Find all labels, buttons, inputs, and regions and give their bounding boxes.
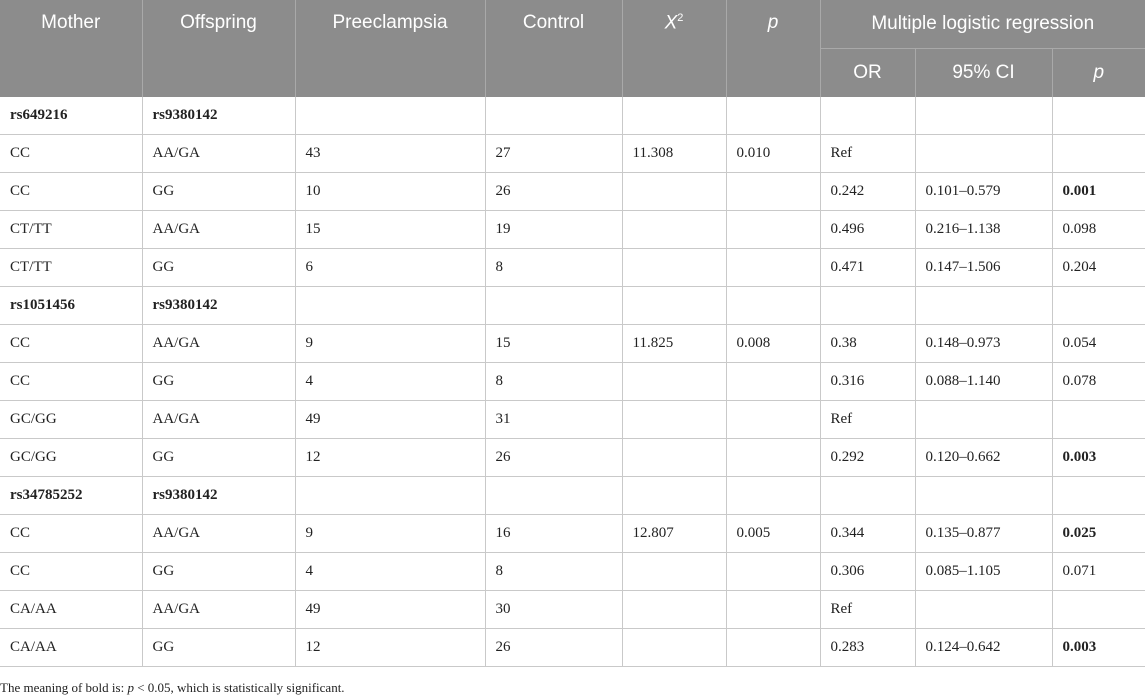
mother-cell: CA/AA xyxy=(0,629,142,667)
chi-square-cell xyxy=(622,477,726,515)
offspring-cell: rs9380142 xyxy=(142,477,295,515)
chi-square-cell xyxy=(622,629,726,667)
footnote-p-symbol: p xyxy=(127,680,134,695)
offspring-cell: AA/GA xyxy=(142,325,295,363)
offspring-cell: rs9380142 xyxy=(142,287,295,325)
footnote-suffix: < 0.05, which is statistically significant. xyxy=(133,680,345,695)
or-cell: 0.316 xyxy=(820,363,915,401)
p-value-cell xyxy=(726,401,820,439)
header-control: Control xyxy=(485,0,622,97)
group-row xyxy=(0,97,1145,135)
p-value-cell: 0.005 xyxy=(726,515,820,553)
table-row xyxy=(0,249,1145,287)
offspring-cell: AA/GA xyxy=(142,211,295,249)
p-value-cell xyxy=(726,173,820,211)
table-body xyxy=(0,97,1145,667)
regression-p-cell: 0.071 xyxy=(1052,553,1145,591)
regression-p-cell: 0.204 xyxy=(1052,249,1145,287)
control-cell xyxy=(485,97,622,135)
table-row xyxy=(0,135,1145,173)
preeclampsia-cell: 49 xyxy=(295,401,485,439)
ci-cell: 0.135–0.877 xyxy=(915,515,1052,553)
ci-cell: 0.216–1.138 xyxy=(915,211,1052,249)
p-value-cell xyxy=(726,287,820,325)
group-row xyxy=(0,477,1145,515)
or-cell: 0.496 xyxy=(820,211,915,249)
table-row xyxy=(0,629,1145,667)
regression-p-cell xyxy=(1052,401,1145,439)
or-cell xyxy=(820,477,915,515)
control-cell: 30 xyxy=(485,591,622,629)
control-cell: 31 xyxy=(485,401,622,439)
or-cell: 0.242 xyxy=(820,173,915,211)
mother-cell: GC/GG xyxy=(0,401,142,439)
control-cell: 8 xyxy=(485,363,622,401)
regression-p-cell: 0.025 xyxy=(1052,515,1145,553)
ci-cell: 0.088–1.140 xyxy=(915,363,1052,401)
preeclampsia-cell xyxy=(295,477,485,515)
chi-square-cell xyxy=(622,249,726,287)
ci-cell: 0.124–0.642 xyxy=(915,629,1052,667)
header-offspring: Offspring xyxy=(142,0,295,97)
preeclampsia-cell: 9 xyxy=(295,325,485,363)
regression-p-cell: 0.078 xyxy=(1052,363,1145,401)
table-row xyxy=(0,515,1145,553)
mother-cell: rs1051456 xyxy=(0,287,142,325)
regression-p-cell: 0.003 xyxy=(1052,629,1145,667)
or-cell: 0.38 xyxy=(820,325,915,363)
or-cell xyxy=(820,97,915,135)
regression-p-cell: 0.098 xyxy=(1052,211,1145,249)
ci-cell xyxy=(915,135,1052,173)
mother-cell: rs34785252 xyxy=(0,477,142,515)
p-value-cell xyxy=(726,553,820,591)
offspring-cell: GG xyxy=(142,363,295,401)
or-cell: 0.283 xyxy=(820,629,915,667)
regression-p-cell xyxy=(1052,287,1145,325)
header-chi-square xyxy=(622,0,726,97)
or-cell: Ref xyxy=(820,401,915,439)
table-row xyxy=(0,363,1145,401)
mother-cell: CT/TT xyxy=(0,211,142,249)
table-row xyxy=(0,401,1145,439)
or-cell: Ref xyxy=(820,135,915,173)
or-cell: 0.471 xyxy=(820,249,915,287)
offspring-cell: AA/GA xyxy=(142,135,295,173)
regression-p-cell xyxy=(1052,591,1145,629)
header-preeclampsia: Preeclampsia xyxy=(295,0,485,97)
p-value-cell: 0.010 xyxy=(726,135,820,173)
table-row xyxy=(0,553,1145,591)
preeclampsia-cell: 6 xyxy=(295,249,485,287)
table-row xyxy=(0,439,1145,477)
mother-cell: CA/AA xyxy=(0,591,142,629)
chi-square-cell xyxy=(622,401,726,439)
preeclampsia-cell: 4 xyxy=(295,363,485,401)
preeclampsia-cell: 43 xyxy=(295,135,485,173)
chi-square-cell xyxy=(622,553,726,591)
p-value-cell xyxy=(726,211,820,249)
preeclampsia-cell: 4 xyxy=(295,553,485,591)
control-cell xyxy=(485,287,622,325)
table-row xyxy=(0,591,1145,629)
chi-square-cell xyxy=(622,439,726,477)
chi-square-cell xyxy=(622,173,726,211)
preeclampsia-cell: 12 xyxy=(295,629,485,667)
control-cell: 15 xyxy=(485,325,622,363)
control-cell: 26 xyxy=(485,439,622,477)
table-header xyxy=(0,0,1145,97)
offspring-cell: GG xyxy=(142,629,295,667)
mother-cell: CC xyxy=(0,325,142,363)
or-cell: 0.344 xyxy=(820,515,915,553)
mother-cell: CC xyxy=(0,363,142,401)
p-value-cell xyxy=(726,363,820,401)
ci-cell xyxy=(915,591,1052,629)
or-cell xyxy=(820,287,915,325)
mother-cell: CC xyxy=(0,553,142,591)
header-regression-p: p xyxy=(1052,49,1145,98)
mother-cell: CT/TT xyxy=(0,249,142,287)
ci-cell xyxy=(915,477,1052,515)
control-cell xyxy=(485,477,622,515)
control-cell: 27 xyxy=(485,135,622,173)
chi-square-cell: 11.308 xyxy=(622,135,726,173)
ci-cell xyxy=(915,401,1052,439)
ci-cell xyxy=(915,97,1052,135)
mother-cell: rs649216 xyxy=(0,97,142,135)
offspring-cell: AA/GA xyxy=(142,401,295,439)
chi-square-cell xyxy=(622,363,726,401)
control-cell: 26 xyxy=(485,173,622,211)
or-cell: 0.292 xyxy=(820,439,915,477)
preeclampsia-cell xyxy=(295,97,485,135)
chi-square-cell xyxy=(622,287,726,325)
regression-p-cell: 0.001 xyxy=(1052,173,1145,211)
ci-cell: 0.085–1.105 xyxy=(915,553,1052,591)
p-value-cell xyxy=(726,477,820,515)
regression-p-cell xyxy=(1052,97,1145,135)
header-mother: Mother xyxy=(0,0,142,97)
chi-square-symbol: X xyxy=(664,12,678,34)
control-cell: 26 xyxy=(485,629,622,667)
ci-cell: 0.148–0.973 xyxy=(915,325,1052,363)
offspring-cell: GG xyxy=(142,173,295,211)
p-value-cell xyxy=(726,439,820,477)
p-value-cell xyxy=(726,629,820,667)
p-value-cell xyxy=(726,591,820,629)
regression-p-cell xyxy=(1052,135,1145,173)
offspring-cell: AA/GA xyxy=(142,591,295,629)
regression-p-cell xyxy=(1052,477,1145,515)
chi-square-cell xyxy=(622,211,726,249)
chi-square-cell: 11.825 xyxy=(622,325,726,363)
header-or: OR xyxy=(820,49,915,98)
group-row xyxy=(0,287,1145,325)
header-multiple-logistic-regression: Multiple logistic regression xyxy=(820,0,1145,49)
offspring-cell: GG xyxy=(142,249,295,287)
preeclampsia-cell: 12 xyxy=(295,439,485,477)
ci-cell xyxy=(915,287,1052,325)
preeclampsia-cell: 9 xyxy=(295,515,485,553)
mother-cell: CC xyxy=(0,135,142,173)
chi-square-cell xyxy=(622,591,726,629)
preeclampsia-cell: 15 xyxy=(295,211,485,249)
p-value-cell: 0.008 xyxy=(726,325,820,363)
offspring-cell: rs9380142 xyxy=(142,97,295,135)
table-row xyxy=(0,173,1145,211)
chi-square-cell xyxy=(622,97,726,135)
regression-p-cell: 0.003 xyxy=(1052,439,1145,477)
regression-p-cell: 0.054 xyxy=(1052,325,1145,363)
control-cell: 8 xyxy=(485,249,622,287)
offspring-cell: AA/GA xyxy=(142,515,295,553)
p-value-cell xyxy=(726,97,820,135)
control-cell: 19 xyxy=(485,211,622,249)
preeclampsia-cell xyxy=(295,287,485,325)
p-value-cell xyxy=(726,249,820,287)
mother-cell: CC xyxy=(0,173,142,211)
mother-cell: CC xyxy=(0,515,142,553)
chi-square-cell: 12.807 xyxy=(622,515,726,553)
chi-square-superscript: 2 xyxy=(677,12,684,24)
or-cell: Ref xyxy=(820,591,915,629)
control-cell: 8 xyxy=(485,553,622,591)
control-cell: 16 xyxy=(485,515,622,553)
mother-cell: GC/GG xyxy=(0,439,142,477)
table-row xyxy=(0,325,1145,363)
preeclampsia-cell: 49 xyxy=(295,591,485,629)
header-p-value: p xyxy=(726,0,820,97)
or-cell: 0.306 xyxy=(820,553,915,591)
offspring-cell: GG xyxy=(142,553,295,591)
footnote-prefix: The meaning of bold is: xyxy=(0,680,128,695)
offspring-cell: GG xyxy=(142,439,295,477)
preeclampsia-cell: 10 xyxy=(295,173,485,211)
ci-cell: 0.101–0.579 xyxy=(915,173,1052,211)
ci-cell: 0.147–1.506 xyxy=(915,249,1052,287)
ci-cell: 0.120–0.662 xyxy=(915,439,1052,477)
table-row xyxy=(0,211,1145,249)
footnote xyxy=(0,680,345,696)
header-95-ci: 95% CI xyxy=(915,49,1052,98)
